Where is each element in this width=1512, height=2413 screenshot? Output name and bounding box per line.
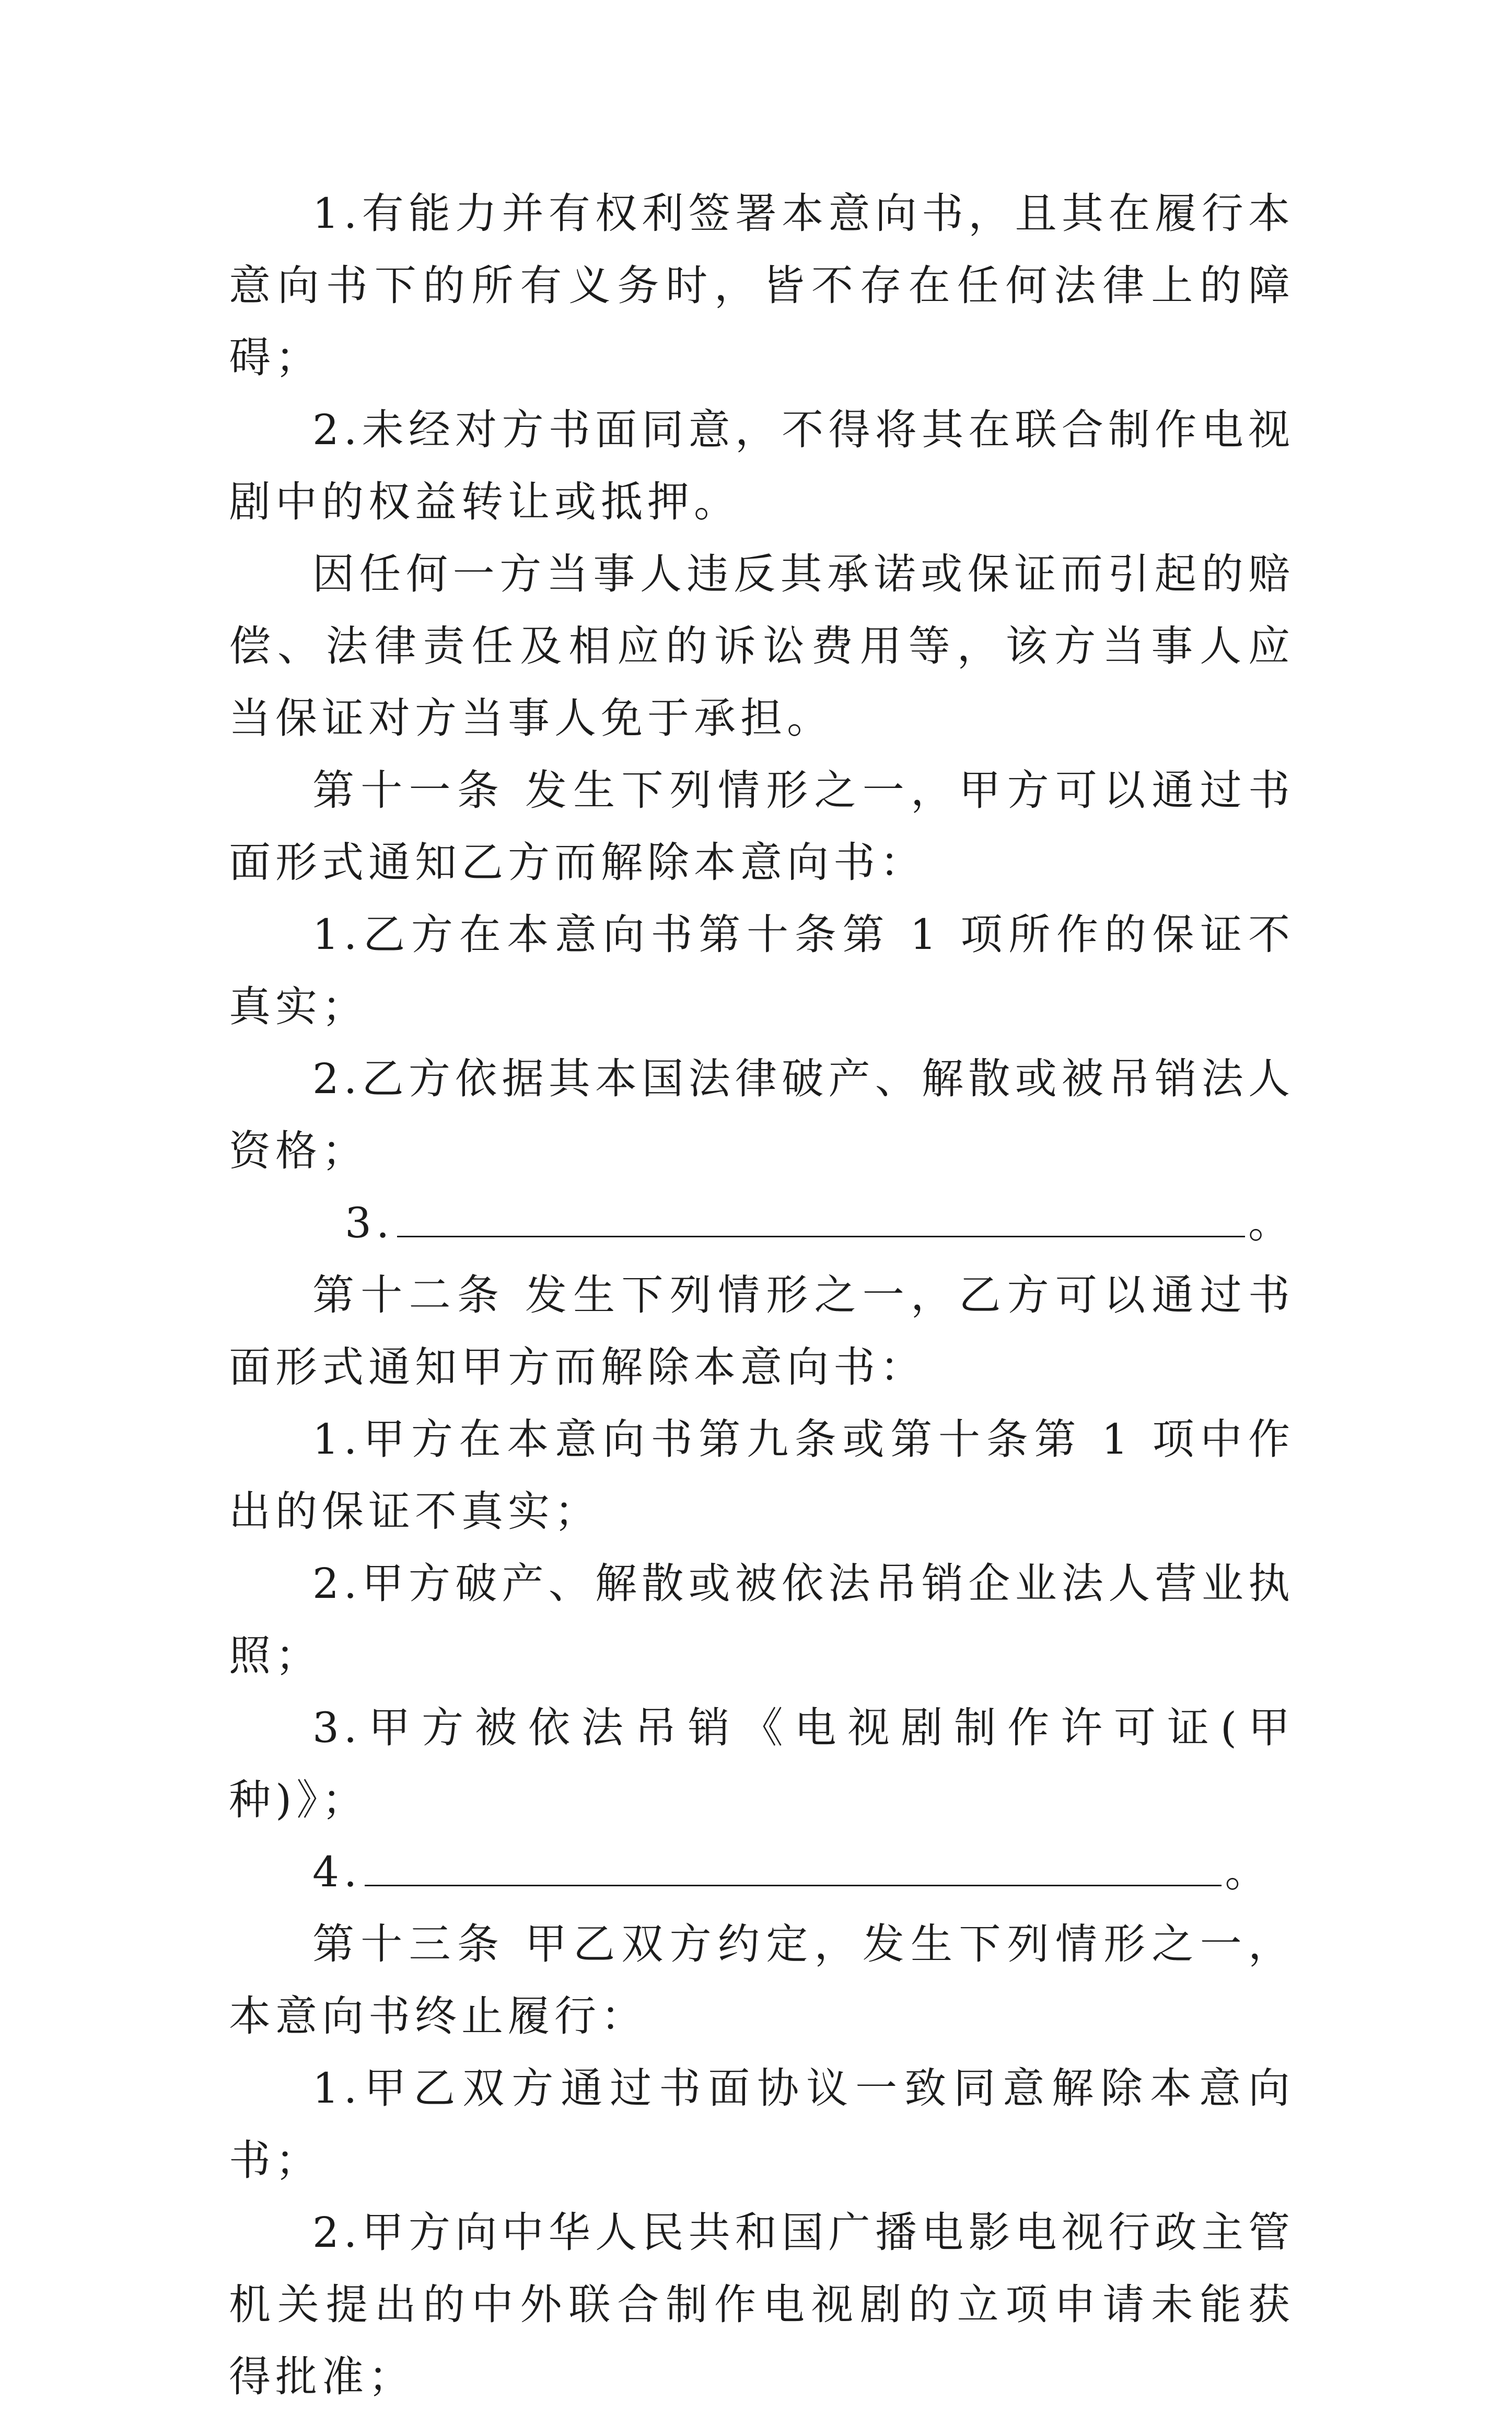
article-13-heading: 第十三条 甲乙双方约定，发生下列情形之一，本意向书终止履行： bbox=[229, 1920, 1295, 2040]
blank-clause-3 bbox=[229, 1187, 1295, 1259]
article-12-heading: 第十二条 发生下列情形之一，乙方可以通过书面形式通知甲方而解除本意向书： bbox=[229, 1271, 1295, 1391]
blank-clause-4 bbox=[229, 1836, 1295, 1908]
paragraph: 2.乙方依据其本国法律破产、解散或被吊销法人资格； bbox=[229, 1054, 1295, 1175]
paragraph: 1.甲乙双方通过书面协议一致同意解除本意向书； bbox=[229, 2064, 1295, 2185]
clause-number: 3. bbox=[345, 1199, 394, 1247]
paragraph: 2.甲方破产、解散或被依法吊销企业法人营业执照； bbox=[229, 1559, 1295, 1680]
clause-end-mark: 。 bbox=[1225, 1848, 1272, 1896]
paragraph: 因任何一方当事人违反其承诺或保证而引起的赔偿、法律责任及相应的诉讼费用等，该方当事人应当保证对方当事人免于承担。 bbox=[229, 550, 1295, 743]
fill-in-blank-line bbox=[365, 1843, 1222, 1886]
fill-in-blank-line bbox=[397, 1194, 1245, 1237]
paragraph: 1.有能力并有权利签署本意向书，且其在履行本意向书下的所有义务时，皆不存在任何法律上的障碍； bbox=[229, 189, 1295, 382]
clause-end-mark: 。 bbox=[1248, 1199, 1295, 1247]
paragraph: 2.甲方向中华人民共和国广播电影电视行政主管机关提出的中外联合制作电视剧的立项申请未能获得批准； bbox=[229, 2208, 1295, 2401]
paragraph: 1.甲方在本意向书第九条或第十条第 1 项中作出的保证不真实； bbox=[229, 1415, 1295, 1536]
paragraph: 1.乙方在本意向书第十条第 1 项所作的保证不真实； bbox=[229, 910, 1295, 1031]
clause-number: 4. bbox=[312, 1848, 362, 1896]
document-body bbox=[229, 178, 1295, 2413]
paragraph: 3.甲方被依法吊销《电视剧制作许可证(甲种)》； bbox=[229, 1703, 1295, 1824]
paragraph: 2.未经对方书面同意，不得将其在联合制作电视剧中的权益转让或抵押。 bbox=[229, 405, 1295, 526]
article-11-heading: 第十一条 发生下列情形之一，甲方可以通过书面形式通知乙方而解除本意向书： bbox=[229, 766, 1295, 887]
